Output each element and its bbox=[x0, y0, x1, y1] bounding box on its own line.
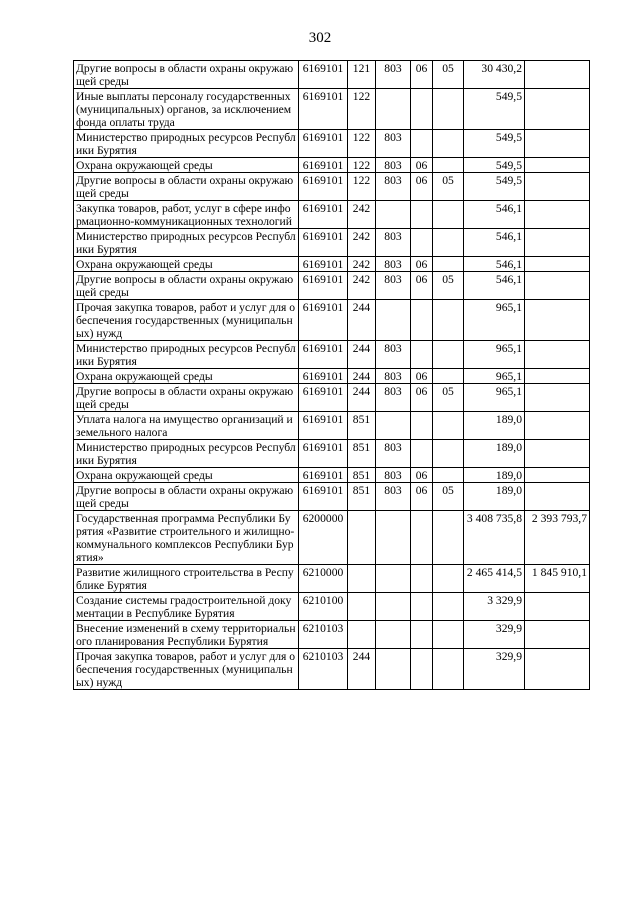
section-code bbox=[411, 593, 433, 621]
subsection-code bbox=[433, 649, 464, 690]
department-code: 803 bbox=[376, 384, 411, 412]
amount-subvention bbox=[525, 440, 590, 468]
row-name: Другие вопросы в области охраны окружающей среды bbox=[74, 272, 299, 300]
row-name: Другие вопросы в области охраны окружающей среды bbox=[74, 384, 299, 412]
amount-subvention bbox=[525, 257, 590, 272]
amount-subvention: 1 845 910,1 bbox=[525, 565, 590, 593]
target-article-code: 6210000 bbox=[299, 565, 348, 593]
section-code bbox=[411, 649, 433, 690]
expense-type-code: 122 bbox=[348, 89, 376, 130]
department-code: 803 bbox=[376, 341, 411, 369]
amount-total: 189,0 bbox=[464, 440, 525, 468]
table-row bbox=[74, 61, 590, 89]
section-code: 06 bbox=[411, 369, 433, 384]
department-code bbox=[376, 201, 411, 229]
department-code: 803 bbox=[376, 468, 411, 483]
section-code: 06 bbox=[411, 468, 433, 483]
subsection-code bbox=[433, 130, 464, 158]
amount-total: 965,1 bbox=[464, 384, 525, 412]
amount-total: 329,9 bbox=[464, 621, 525, 649]
table-row bbox=[74, 158, 590, 173]
expense-type-code bbox=[348, 511, 376, 565]
amount-total: 189,0 bbox=[464, 412, 525, 440]
department-code bbox=[376, 412, 411, 440]
target-article-code: 6200000 bbox=[299, 511, 348, 565]
subsection-code bbox=[433, 158, 464, 173]
subsection-code bbox=[433, 341, 464, 369]
target-article-code: 6169101 bbox=[299, 173, 348, 201]
row-name: Прочая закупка товаров, работ и услуг для обеспечения государственных (муниципальных) нужд bbox=[74, 649, 299, 690]
amount-total: 30 430,2 bbox=[464, 61, 525, 89]
amount-subvention bbox=[525, 384, 590, 412]
amount-total: 965,1 bbox=[464, 341, 525, 369]
row-name: Охрана окружающей среды bbox=[74, 158, 299, 173]
table-row bbox=[74, 412, 590, 440]
expense-type-code: 122 bbox=[348, 173, 376, 201]
amount-total: 549,5 bbox=[464, 173, 525, 201]
amount-subvention bbox=[525, 272, 590, 300]
row-name: Другие вопросы в области охраны окружающей среды bbox=[74, 61, 299, 89]
target-article-code: 6169101 bbox=[299, 300, 348, 341]
subsection-code bbox=[433, 511, 464, 565]
amount-total: 3 408 735,8 bbox=[464, 511, 525, 565]
row-name: Министерство природных ресурсов Республики Бурятия bbox=[74, 130, 299, 158]
expense-type-code: 244 bbox=[348, 341, 376, 369]
expense-type-code bbox=[348, 565, 376, 593]
amount-subvention bbox=[525, 229, 590, 257]
department-code bbox=[376, 565, 411, 593]
target-article-code: 6169101 bbox=[299, 257, 348, 272]
section-code bbox=[411, 201, 433, 229]
section-code: 06 bbox=[411, 173, 433, 201]
table-row bbox=[74, 272, 590, 300]
subsection-code bbox=[433, 565, 464, 593]
expense-type-code: 851 bbox=[348, 468, 376, 483]
department-code bbox=[376, 593, 411, 621]
department-code: 803 bbox=[376, 61, 411, 89]
table-row bbox=[74, 593, 590, 621]
row-name: Прочая закупка товаров, работ и услуг для обеспечения государственных (муниципальных) нужд bbox=[74, 300, 299, 341]
target-article-code: 6169101 bbox=[299, 440, 348, 468]
table-row bbox=[74, 369, 590, 384]
amount-subvention: 2 393 793,7 bbox=[525, 511, 590, 565]
department-code bbox=[376, 89, 411, 130]
section-code: 06 bbox=[411, 272, 433, 300]
section-code bbox=[411, 565, 433, 593]
table-row bbox=[74, 483, 590, 511]
amount-total: 549,5 bbox=[464, 158, 525, 173]
amount-total: 189,0 bbox=[464, 483, 525, 511]
amount-subvention bbox=[525, 412, 590, 440]
department-code: 803 bbox=[376, 483, 411, 511]
page-number: 302 bbox=[308, 30, 332, 46]
amount-total: 965,1 bbox=[464, 300, 525, 341]
expense-type-code: 242 bbox=[348, 201, 376, 229]
subsection-code bbox=[433, 621, 464, 649]
expense-type-code: 244 bbox=[348, 649, 376, 690]
row-name: Развитие жилищного строительства в Республике Бурятия bbox=[74, 565, 299, 593]
section-code: 06 bbox=[411, 61, 433, 89]
row-name: Государственная программа Республики Бурятия «Развитие строительного и жилищно-коммунального комплексов Республики Бурятия» bbox=[74, 511, 299, 565]
department-code: 803 bbox=[376, 173, 411, 201]
amount-subvention bbox=[525, 468, 590, 483]
target-article-code: 6169101 bbox=[299, 341, 348, 369]
row-name: Другие вопросы в области охраны окружающей среды bbox=[74, 483, 299, 511]
amount-subvention bbox=[525, 341, 590, 369]
expense-type-code: 242 bbox=[348, 272, 376, 300]
table-row bbox=[74, 257, 590, 272]
section-code bbox=[411, 621, 433, 649]
target-article-code: 6169101 bbox=[299, 468, 348, 483]
target-article-code: 6210100 bbox=[299, 593, 348, 621]
department-code: 803 bbox=[376, 130, 411, 158]
expense-type-code bbox=[348, 593, 376, 621]
expense-type-code: 121 bbox=[348, 61, 376, 89]
section-code bbox=[411, 511, 433, 565]
target-article-code: 6169101 bbox=[299, 201, 348, 229]
table-row bbox=[74, 173, 590, 201]
subsection-code bbox=[433, 369, 464, 384]
section-code bbox=[411, 341, 433, 369]
amount-subvention bbox=[525, 483, 590, 511]
subsection-code: 05 bbox=[433, 483, 464, 511]
table-row bbox=[74, 89, 590, 130]
subsection-code bbox=[433, 257, 464, 272]
row-name: Создание системы градостроительной документации в Республике Бурятия bbox=[74, 593, 299, 621]
department-code bbox=[376, 649, 411, 690]
row-name: Охрана окружающей среды bbox=[74, 257, 299, 272]
target-article-code: 6169101 bbox=[299, 89, 348, 130]
expense-type-code: 851 bbox=[348, 483, 376, 511]
table-row bbox=[74, 229, 590, 257]
expense-type-code: 244 bbox=[348, 369, 376, 384]
amount-total: 546,1 bbox=[464, 229, 525, 257]
section-code: 06 bbox=[411, 257, 433, 272]
row-name: Уплата налога на имущество организаций и земельного налога bbox=[74, 412, 299, 440]
expense-type-code: 122 bbox=[348, 158, 376, 173]
row-name: Внесение изменений в схему территориального планирования Республики Бурятия bbox=[74, 621, 299, 649]
table-row bbox=[74, 440, 590, 468]
target-article-code: 6169101 bbox=[299, 158, 348, 173]
subsection-code: 05 bbox=[433, 61, 464, 89]
department-code bbox=[376, 511, 411, 565]
expense-type-code: 242 bbox=[348, 229, 376, 257]
amount-total: 2 465 414,5 bbox=[464, 565, 525, 593]
subsection-code bbox=[433, 412, 464, 440]
target-article-code: 6169101 bbox=[299, 412, 348, 440]
row-name: Охрана окружающей среды bbox=[74, 369, 299, 384]
amount-subvention bbox=[525, 89, 590, 130]
expense-type-code: 244 bbox=[348, 300, 376, 341]
amount-subvention bbox=[525, 649, 590, 690]
subsection-code: 05 bbox=[433, 384, 464, 412]
target-article-code: 6169101 bbox=[299, 272, 348, 300]
amount-subvention bbox=[525, 201, 590, 229]
amount-total: 546,1 bbox=[464, 201, 525, 229]
expense-type-code: 244 bbox=[348, 384, 376, 412]
subsection-code bbox=[433, 440, 464, 468]
subsection-code: 05 bbox=[433, 272, 464, 300]
expense-type-code bbox=[348, 621, 376, 649]
target-article-code: 6169101 bbox=[299, 369, 348, 384]
target-article-code: 6210103 bbox=[299, 649, 348, 690]
department-code: 803 bbox=[376, 257, 411, 272]
row-name: Министерство природных ресурсов Республики Бурятия bbox=[74, 341, 299, 369]
budget-table-body bbox=[74, 61, 590, 690]
expense-type-code: 122 bbox=[348, 130, 376, 158]
table-row bbox=[74, 468, 590, 483]
department-code: 803 bbox=[376, 158, 411, 173]
row-name: Министерство природных ресурсов Республики Бурятия bbox=[74, 440, 299, 468]
section-code bbox=[411, 130, 433, 158]
section-code: 06 bbox=[411, 158, 433, 173]
target-article-code: 6169101 bbox=[299, 229, 348, 257]
section-code bbox=[411, 229, 433, 257]
department-code: 803 bbox=[376, 272, 411, 300]
section-code: 06 bbox=[411, 483, 433, 511]
table-row bbox=[74, 649, 590, 690]
subsection-code bbox=[433, 593, 464, 621]
amount-total: 3 329,9 bbox=[464, 593, 525, 621]
expense-type-code: 851 bbox=[348, 412, 376, 440]
row-name: Закупка товаров, работ, услуг в сфере информационно-коммуникационных технологий bbox=[74, 201, 299, 229]
table-row bbox=[74, 300, 590, 341]
subsection-code bbox=[433, 300, 464, 341]
row-name: Охрана окружающей среды bbox=[74, 468, 299, 483]
amount-total: 549,5 bbox=[464, 89, 525, 130]
amount-subvention bbox=[525, 369, 590, 384]
department-code bbox=[376, 300, 411, 341]
section-code bbox=[411, 89, 433, 130]
department-code: 803 bbox=[376, 229, 411, 257]
section-code bbox=[411, 440, 433, 468]
table-row bbox=[74, 201, 590, 229]
table-row bbox=[74, 565, 590, 593]
target-article-code: 6169101 bbox=[299, 483, 348, 511]
table-row bbox=[74, 511, 590, 565]
row-name: Иные выплаты персоналу государственных (муниципальных) органов, за исключением фонда оплаты труда bbox=[74, 89, 299, 130]
target-article-code: 6169101 bbox=[299, 61, 348, 89]
amount-total: 549,5 bbox=[464, 130, 525, 158]
target-article-code: 6169101 bbox=[299, 130, 348, 158]
amount-subvention bbox=[525, 61, 590, 89]
table-row bbox=[74, 130, 590, 158]
amount-total: 546,1 bbox=[464, 257, 525, 272]
target-article-code: 6210103 bbox=[299, 621, 348, 649]
amount-total: 329,9 bbox=[464, 649, 525, 690]
target-article-code: 6169101 bbox=[299, 384, 348, 412]
amount-subvention bbox=[525, 173, 590, 201]
amount-subvention bbox=[525, 621, 590, 649]
department-code: 803 bbox=[376, 369, 411, 384]
section-code bbox=[411, 412, 433, 440]
amount-total: 965,1 bbox=[464, 369, 525, 384]
department-code: 803 bbox=[376, 440, 411, 468]
row-name: Министерство природных ресурсов Республики Бурятия bbox=[74, 229, 299, 257]
budget-table bbox=[73, 60, 590, 690]
table-row bbox=[74, 341, 590, 369]
section-code: 06 bbox=[411, 384, 433, 412]
expense-type-code: 242 bbox=[348, 257, 376, 272]
section-code bbox=[411, 300, 433, 341]
subsection-code bbox=[433, 201, 464, 229]
row-name: Другие вопросы в области охраны окружающей среды bbox=[74, 173, 299, 201]
subsection-code bbox=[433, 89, 464, 130]
expense-type-code: 851 bbox=[348, 440, 376, 468]
amount-subvention bbox=[525, 130, 590, 158]
amount-subvention bbox=[525, 300, 590, 341]
amount-total: 546,1 bbox=[464, 272, 525, 300]
subsection-code: 05 bbox=[433, 173, 464, 201]
subsection-code bbox=[433, 468, 464, 483]
amount-total: 189,0 bbox=[464, 468, 525, 483]
subsection-code bbox=[433, 229, 464, 257]
amount-subvention bbox=[525, 593, 590, 621]
table-row bbox=[74, 621, 590, 649]
table-row bbox=[74, 384, 590, 412]
department-code bbox=[376, 621, 411, 649]
amount-subvention bbox=[525, 158, 590, 173]
